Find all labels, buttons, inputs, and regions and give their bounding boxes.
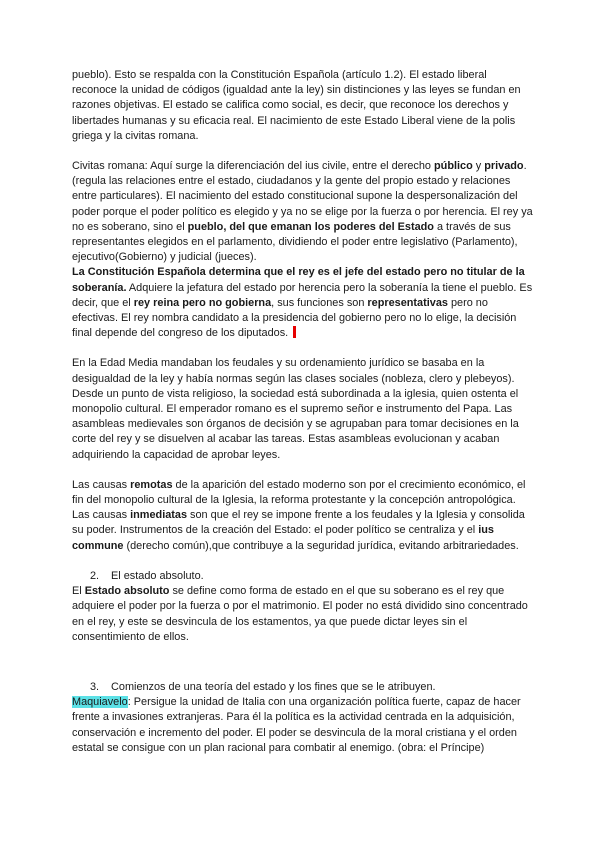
paragraph-constitution-king: La Constitución Española determina que el rey es el jefe del estado pero no titular de la soberanía. Adquiere la jefatura del estado por herencia pero la soberanía la tiene el pueblo. Es decir, que el rey reina pero no gobierna, sus funciones son representativas pero no efectivas. El rey nombra candidato a la presidencia del gobierno pero no lo elige, la decisión final depende del congreso de los diputados. (72, 266, 533, 340)
paragraph-maquiavelo: Maquiavelo: Persigue la unidad de Italia con una organización política fuerte, capaz de hacer frente a invasiones extranjeras. Para él la política es la actividad centrada en la adquisición, conservación e incremento del poder. El poder se desvincula de la moral cristiana y el orden estatal se consigue con un plan racional para combatir al enemigo. (obra: el Príncipe) (72, 696, 521, 754)
paragraph-liberal-state: pueblo). Esto se respalda con la Constitución Española (artículo 1.2). El estado liberal reconoce la unidad de códigos (igualdad ante la ley) sin distinciones y las leyes se fundan en razones objetivas. El estado se califica como social, es decir, que reconoce los derechos y libertades humanas y su eficacia real. El nacimiento de este Estado Liberal viene de la polis griega y la civitas romana. (72, 69, 521, 142)
paragraph-absolute-state: El Estado absoluto se define como forma de estado en el que su soberano es el rey que adquiere el poder por la fuerza o por el matrimonio. El poder no está dividido sino concentrado en el rey, y este se desvincula de los estamentos, ya que puede dictar leyes sin el consentimiento de ellos. (72, 585, 528, 643)
text-cursor-marker (293, 326, 296, 338)
highlighted-name: Maquiavelo (72, 696, 128, 709)
section-heading-absolute-state: 2. El estado absoluto. (90, 569, 204, 582)
document-body (72, 68, 534, 756)
paragraph-middle-ages: En la Edad Media mandaban los feudales y su ordenamiento jurídico se basaba en la desigualdad de la ley y había normas según las clases sociales (nobleza, clero y plebeyos). Desde un punto de vista religioso, la sociedad está subordinada a la iglesia, quien ostenta el monopolio cultural. El emperador romano es el supremo señor e instrumento del Papa. Las asambleas medievales son órganos de decisión y se agrupaban para tomar decisiones en la corte del rey y se disuelven al acabar las tareas. Estas asambleas evolucionan y acaban adquiriendo la capacidad de aprobar leyes. (72, 357, 519, 461)
paragraph-civitas-romana: Civitas romana: Aquí surge la diferenciación del ius civile, entre el derecho público y privado. (regula las relaciones entre el estado, ciudadanos y la gente del propio estado y relaciones entre particulares). El nacimiento del estado constitucional supone la despersonalización del poder porque el poder político es elegido y ya no se elige por la fuerza o por herencia. El rey ya no es soberano, sino el pueblo, del que emanan los poderes del Estado a través de sus representantes elegidos en el parlamento, dividiendo el poder entre legislativo (Parlamento), ejecutivo(Gobierno) y judicial (jueces). (72, 160, 533, 264)
section-heading-state-theory: 3. Comienzos de una teoría del estado y los fines que se le atribuyen. (90, 680, 436, 693)
paragraph-modern-state-causes: Las causas remotas de la aparición del estado moderno son por el crecimiento económico, el fin del monopolio cultural de la Iglesia, la reforma protestante y la concepción antropológica. Las causas inmediatas son que el rey se impone frente a los feudales y la Iglesia y consolida su poder. Instrumentos de la creación del Estado: el poder político se centraliza y el ius commune (derecho común),que contribuye a la seguridad jurídica, evitando arbitrariedades. (72, 478, 526, 552)
